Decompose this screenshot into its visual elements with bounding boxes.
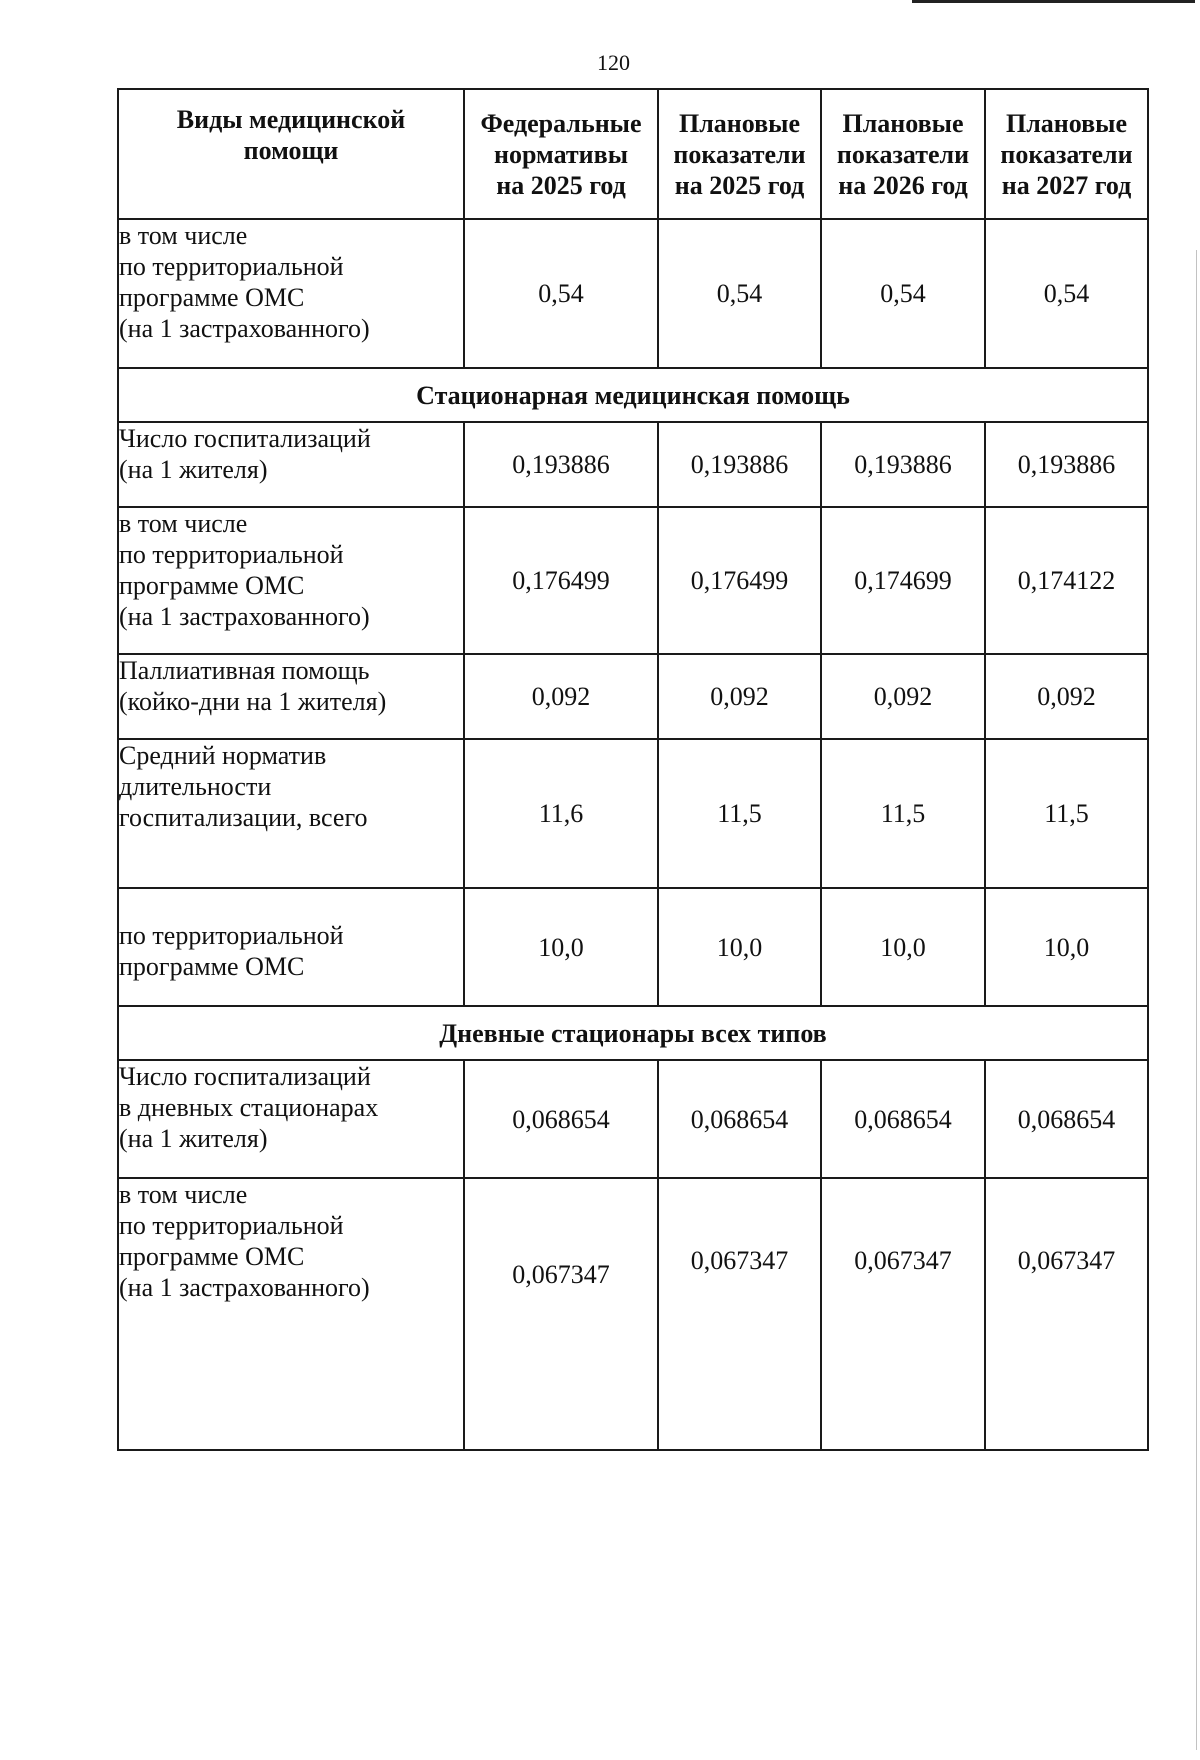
header-plan-2027: Плановые показатели на 2027 год	[985, 89, 1148, 219]
value-cell: 11,5	[985, 739, 1148, 888]
row-label: в том числе по территориальной программе ОМС (на 1 застрахованного)	[118, 1178, 464, 1450]
value-cell: 10,0	[985, 888, 1148, 1006]
value-cell: 0,092	[821, 654, 985, 739]
value-cell: 0,092	[985, 654, 1148, 739]
table-row	[118, 654, 1148, 739]
row-label: в том числе по территориальной программе ОМС (на 1 застрахованного)	[118, 507, 464, 654]
value-cell: 11,5	[821, 739, 985, 888]
value-cell: 0,54	[464, 219, 658, 368]
value-cell: 0,54	[658, 219, 821, 368]
value-cell: 0,54	[985, 219, 1148, 368]
row-label: в том числе по территориальной программе ОМС (на 1 застрахованного)	[118, 219, 464, 368]
norms-table	[117, 88, 1149, 1451]
table-row	[118, 1178, 1148, 1450]
value-cell: 0,193886	[658, 422, 821, 507]
header-federal-2025: Федеральные нормативы на 2025 год	[464, 89, 658, 219]
value-cell: 0,54	[821, 219, 985, 368]
header-plan-2025: Плановые показатели на 2025 год	[658, 89, 821, 219]
value-cell: 10,0	[464, 888, 658, 1006]
scan-edge-line	[1196, 250, 1197, 1750]
row-label: по территориальной программе ОМС	[118, 888, 464, 1006]
row-label: Число госпитализаций в дневных стационарах (на 1 жителя)	[118, 1060, 464, 1178]
value-cell: 0,193886	[985, 422, 1148, 507]
value-cell: 0,068654	[985, 1060, 1148, 1178]
table-row	[118, 422, 1148, 507]
table-row	[118, 888, 1148, 1006]
section-title: Дневные стационары всех типов	[118, 1006, 1148, 1060]
value-cell: 0,068654	[821, 1060, 985, 1178]
value-cell: 0,067347	[985, 1178, 1148, 1450]
value-cell: 0,193886	[464, 422, 658, 507]
value-cell: 0,067347	[464, 1178, 658, 1450]
value-cell: 10,0	[821, 888, 985, 1006]
section-row-day-hospitals	[118, 1006, 1148, 1060]
section-title: Стационарная медицинская помощь	[118, 368, 1148, 422]
table-row	[118, 1060, 1148, 1178]
table-row	[118, 507, 1148, 654]
value-cell: 0,068654	[658, 1060, 821, 1178]
value-cell: 0,174699	[821, 507, 985, 654]
row-label: Число госпитализаций (на 1 жителя)	[118, 422, 464, 507]
page-number: 120	[597, 50, 630, 75]
table-header-row	[118, 89, 1148, 219]
value-cell: 0,176499	[464, 507, 658, 654]
section-row-inpatient	[118, 368, 1148, 422]
header-plan-2026: Плановые показатели на 2026 год	[821, 89, 985, 219]
table-row	[118, 739, 1148, 888]
value-cell: 0,176499	[658, 507, 821, 654]
value-cell: 10,0	[658, 888, 821, 1006]
top-rule	[912, 0, 1195, 3]
value-cell: 0,193886	[821, 422, 985, 507]
row-label: Средний норматив длительности госпитализации, всего	[118, 739, 464, 888]
value-cell: 11,5	[658, 739, 821, 888]
value-cell: 0,067347	[821, 1178, 985, 1450]
header-care-type: Виды медицинской помощи	[118, 89, 464, 219]
value-cell: 0,068654	[464, 1060, 658, 1178]
value-cell: 0,092	[658, 654, 821, 739]
value-cell: 0,174122	[985, 507, 1148, 654]
value-cell: 0,067347	[658, 1178, 821, 1450]
table-row	[118, 219, 1148, 368]
value-cell: 0,092	[464, 654, 658, 739]
value-cell: 11,6	[464, 739, 658, 888]
row-label: Паллиативная помощь (койко-дни на 1 жителя)	[118, 654, 464, 739]
